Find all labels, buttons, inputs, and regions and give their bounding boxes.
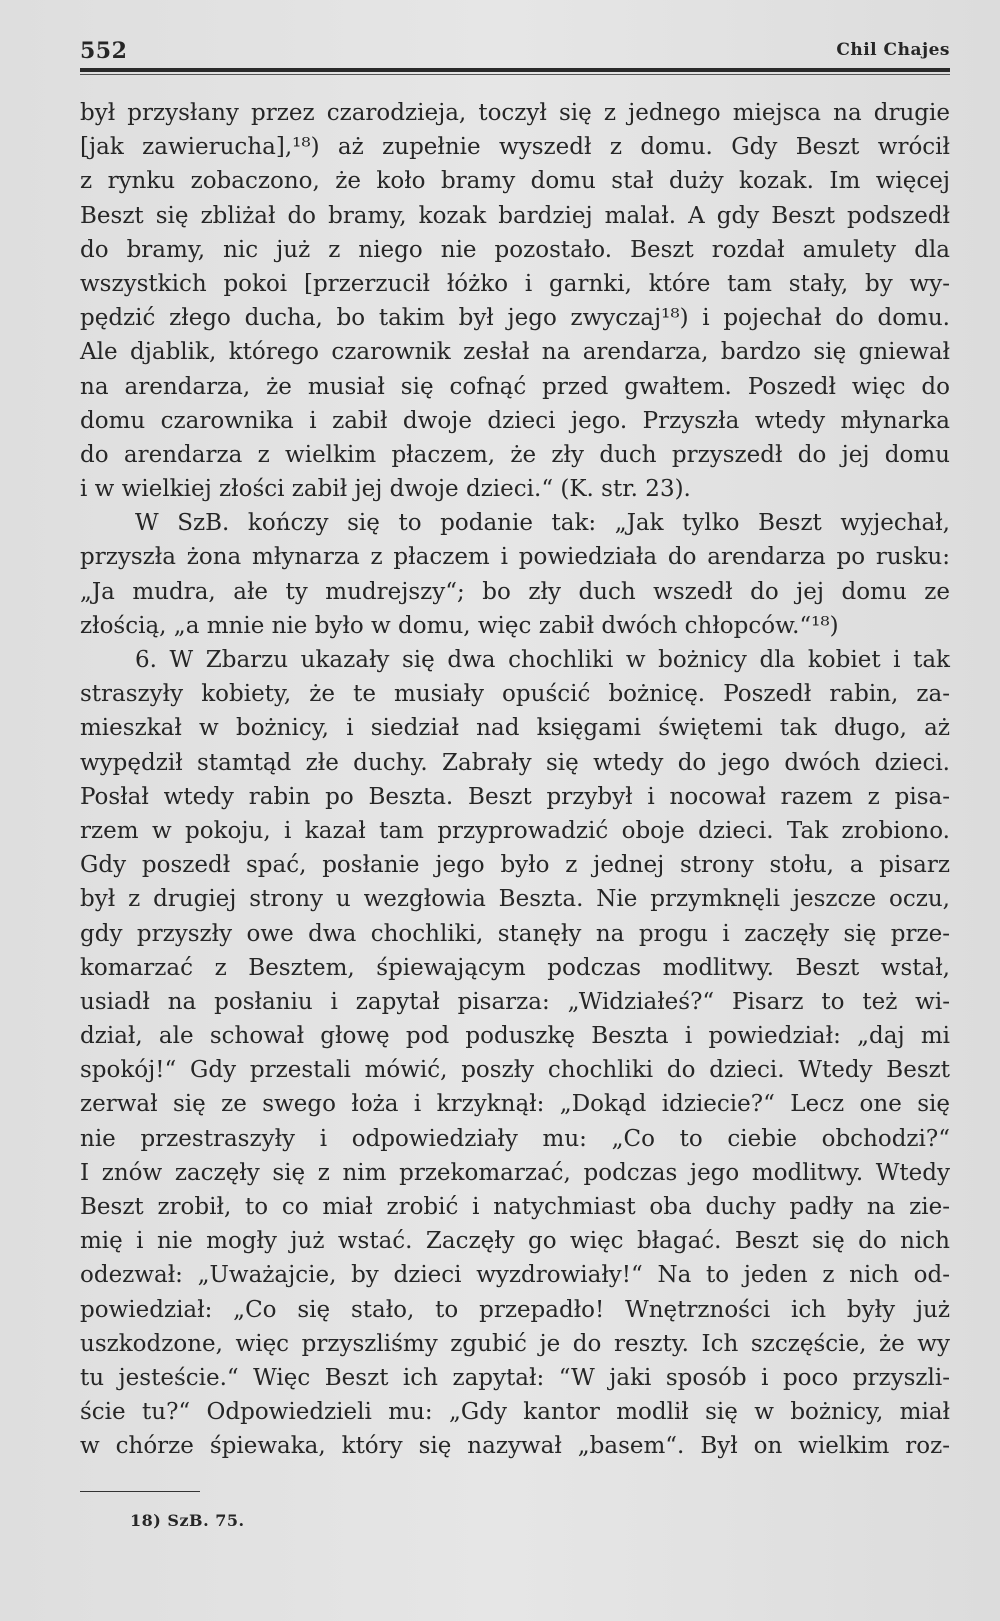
text-line: do arendarza z wielkim płaczem, że zły duch przyszedł do jej domu — [80, 441, 950, 468]
text-line: rzem w pokoju, i kazał tam przyprowadzić oboje dzieci. Tak zrobiono. — [80, 817, 950, 844]
text-line: mię i nie mogły już wstać. Zaczęły go więc błagać. Beszt się do nich — [80, 1228, 950, 1255]
text-line: zerwał się ze swego łoża i krzyknął: „Dokąd idziecie?“ Lecz one się — [80, 1091, 950, 1118]
text-line: straszyły kobiety, że te musiały opuścić bożnicę. Poszedł rabin, za- — [80, 681, 950, 708]
footnote-rule — [80, 1491, 200, 1492]
text-line: wypędził stamtąd złe duchy. Zabrały się wtedy do jego dwóch dzieci. — [80, 749, 950, 776]
text-line: odezwał: „Uważajcie, by dzieci wyzdrowiały!“ Na to jeden z nich od- — [80, 1262, 950, 1289]
text-line: był z drugiej strony u wezgłowia Beszta. Nie przymknęli jeszcze oczu, — [80, 886, 950, 913]
text-line: I znów zaczęły się z nim przekomarzać, podczas jego modlitwy. Wtedy — [80, 1159, 950, 1186]
text-line: z rynku zobaczono, że koło bramy domu stał duży kozak. Im więcej — [80, 168, 950, 195]
text-line: Posłał wtedy rabin po Beszta. Beszt przybył i nocował razem z pisa- — [80, 783, 950, 810]
text-line: W SzB. kończy się to podanie tak: „Jak tylko Beszt wyjechał, — [135, 510, 950, 537]
header-rule — [80, 68, 950, 72]
header-rule-thin — [80, 74, 950, 75]
text-line: „Ja mudra, ałe ty mudrejszy“; bo zły duch wszedł do jej domu ze — [80, 578, 950, 605]
text-line: 6. W Zbarzu ukazały się dwa chochliki w bożnicy dla kobiet i tak — [135, 647, 950, 673]
footnote: 18) SzB. 75. — [130, 1511, 245, 1530]
text-line: przyszła żona młynarza z płaczem i powiedziała do arendarza po rusku: — [80, 544, 950, 571]
text-line: usiadł na posłaniu i zapytał pisarza: „Widziałeś?“ Pisarz to też wi- — [80, 988, 950, 1015]
text-line: [jak zawierucha],¹⁸) aż zupełnie wyszedł z domu. Gdy Beszt wrócił — [80, 134, 950, 161]
text-line: Beszt zrobił, to co miał zrobić i natychmiast oba duchy padły na zie- — [80, 1194, 950, 1220]
text-line: był przysłany przez czarodzieja, toczył się z jednego miejsca na drugie — [80, 100, 950, 126]
text-line: ście tu?“ Odpowiedzieli mu: „Gdy kantor modlił się w bożnicy, miał — [80, 1399, 950, 1426]
text-line: spokój!“ Gdy przestali mówić, poszły chochliki do dzieci. Wtedy Beszt — [80, 1057, 950, 1084]
text-line: i w wielkiej złości zabił jej dwoje dzieci.“ (K. str. 23). — [80, 476, 691, 503]
text-line: Beszt się zbliżał do bramy, kozak bardziej malał. A gdy Beszt podszedł — [80, 202, 950, 229]
text-line: wszystkich pokoi [przerzucił łóżko i garnki, które tam stały, by wy- — [80, 270, 950, 297]
text-line: na arendarza, że musiał się cofnąć przed gwałtem. Poszedł więc do — [80, 373, 950, 400]
body-text — [80, 96, 950, 1464]
text-line: gdy przyszły owe dwa chochliki, stanęły na progu i zaczęły się prze- — [80, 920, 950, 947]
page-header — [80, 30, 950, 70]
text-line: tu jesteście.“ Więc Beszt ich zapytał: “W jaki sposób i poco przyszli- — [80, 1364, 950, 1391]
text-line: mieszkał w bożnicy, i siedział nad księgami świętemi tak długo, aż — [80, 715, 950, 742]
text-line: w chórze śpiewaka, który się nazywał „basem“. Był on wielkim roz- — [80, 1433, 950, 1460]
text-line: domu czarownika i zabił dwoje dzieci jego. Przyszła wtedy młynarka — [80, 407, 950, 434]
page-number: 552 — [80, 38, 128, 64]
text-line: nie przestraszyły i odpowiedziały mu: „Co to ciebie obchodzi?“ — [80, 1125, 950, 1152]
text-line: złością, „a mnie nie było w domu, więc zabił dwóch chłopców.“¹⁸) — [80, 612, 839, 639]
text-line: komarzać z Besztem, śpiewającym podczas modlitwy. Beszt wstał, — [80, 954, 950, 981]
text-line: uszkodzone, więc przyszliśmy zgubić je do reszty. Ich szczęście, że wy — [80, 1330, 950, 1357]
text-line: do bramy, nic już z niego nie pozostało. Beszt rozdał amulety dla — [80, 236, 950, 263]
text-line: Ale djablik, którego czarownik zesłał na arendarza, bardzo się gniewał — [80, 339, 950, 366]
text-line: dział, ale schował głowę pod poduszkę Beszta i powiedział: „daj mi — [80, 1023, 950, 1050]
text-line: powiedział: „Co się stało, to przepadło! Wnętrzności ich były już — [80, 1296, 950, 1323]
running-head: Chil Chajes — [836, 40, 950, 60]
text-line: Gdy poszedł spać, posłanie jego było z jednej strony stołu, a pisarz — [80, 852, 950, 879]
text-line: pędzić złego ducha, bo takim był jego zwyczaj¹⁸) i pojechał do domu. — [80, 305, 950, 332]
